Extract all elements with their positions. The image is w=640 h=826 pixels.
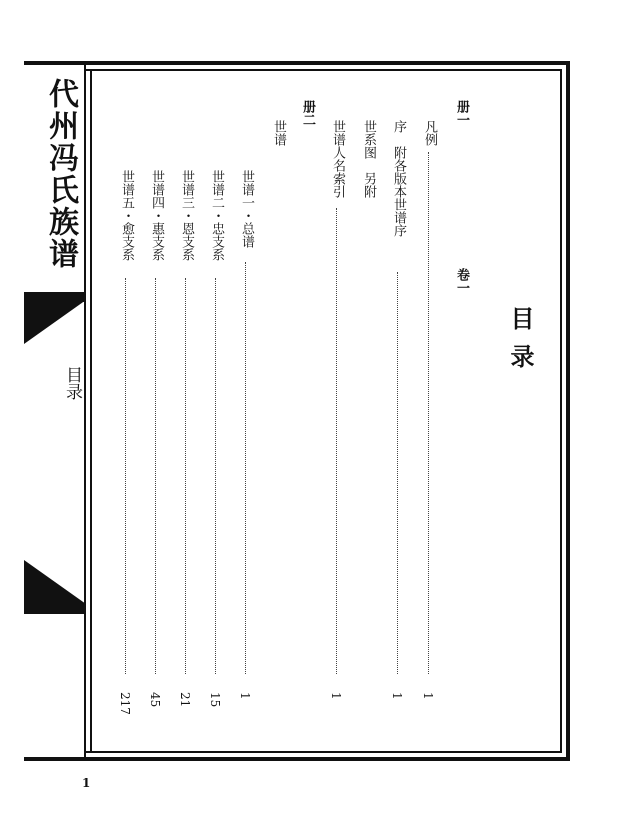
toc-volume-heading: 册一: [454, 100, 469, 126]
toc-page-ref: 21: [178, 692, 192, 708]
spine-wedge-bottom: [24, 560, 86, 604]
toc-leader-dots: [125, 278, 126, 674]
toc-title: 目录: [506, 306, 535, 382]
toc-page-ref: 1: [238, 692, 252, 700]
toc-page-ref: 45: [148, 692, 162, 708]
spine-wedge-top: [24, 300, 86, 344]
toc-entry: 世系图 另附: [361, 120, 376, 198]
toc-section-heading: 世谱: [271, 120, 286, 146]
toc-leader-dots: [336, 208, 337, 674]
toc-leader-dots: [428, 152, 429, 674]
toc-leader-dots: [245, 262, 246, 674]
toc-page-ref: 15: [208, 692, 222, 708]
toc-chapter-heading: 卷一: [454, 268, 469, 294]
toc-entry: 凡例: [422, 120, 437, 146]
toc-entry: 序 附各版本世谱序: [391, 120, 406, 237]
toc-page-ref: 1: [329, 692, 343, 700]
toc-leader-dots: [155, 278, 156, 674]
toc-page-ref: 217: [118, 692, 132, 715]
toc-entry: 世谱人名索引: [330, 120, 345, 198]
toc-entry: 世谱四・惠支系: [149, 170, 164, 261]
toc-entry: 世谱一・总谱: [239, 170, 254, 248]
spine-band-bottom: [24, 604, 86, 614]
toc-volume-heading: 册二: [300, 100, 315, 126]
toc-entry: 世谱三・恩支系: [179, 170, 194, 261]
toc-leader-dots: [215, 278, 216, 674]
toc-entry: 世谱二・忠支系: [209, 170, 224, 261]
toc-leader-dots: [397, 272, 398, 674]
toc-entry: 世谱五・愈支系: [119, 170, 134, 261]
frame-inner-rule: [90, 69, 92, 753]
toc-leader-dots: [185, 278, 186, 674]
toc-page-ref: 1: [390, 692, 404, 700]
book-title: 代州冯氏族谱: [43, 78, 78, 270]
toc-page-ref: 1: [421, 692, 435, 700]
section-side-label: 目录: [62, 366, 82, 400]
page-number: 1: [82, 776, 91, 790]
